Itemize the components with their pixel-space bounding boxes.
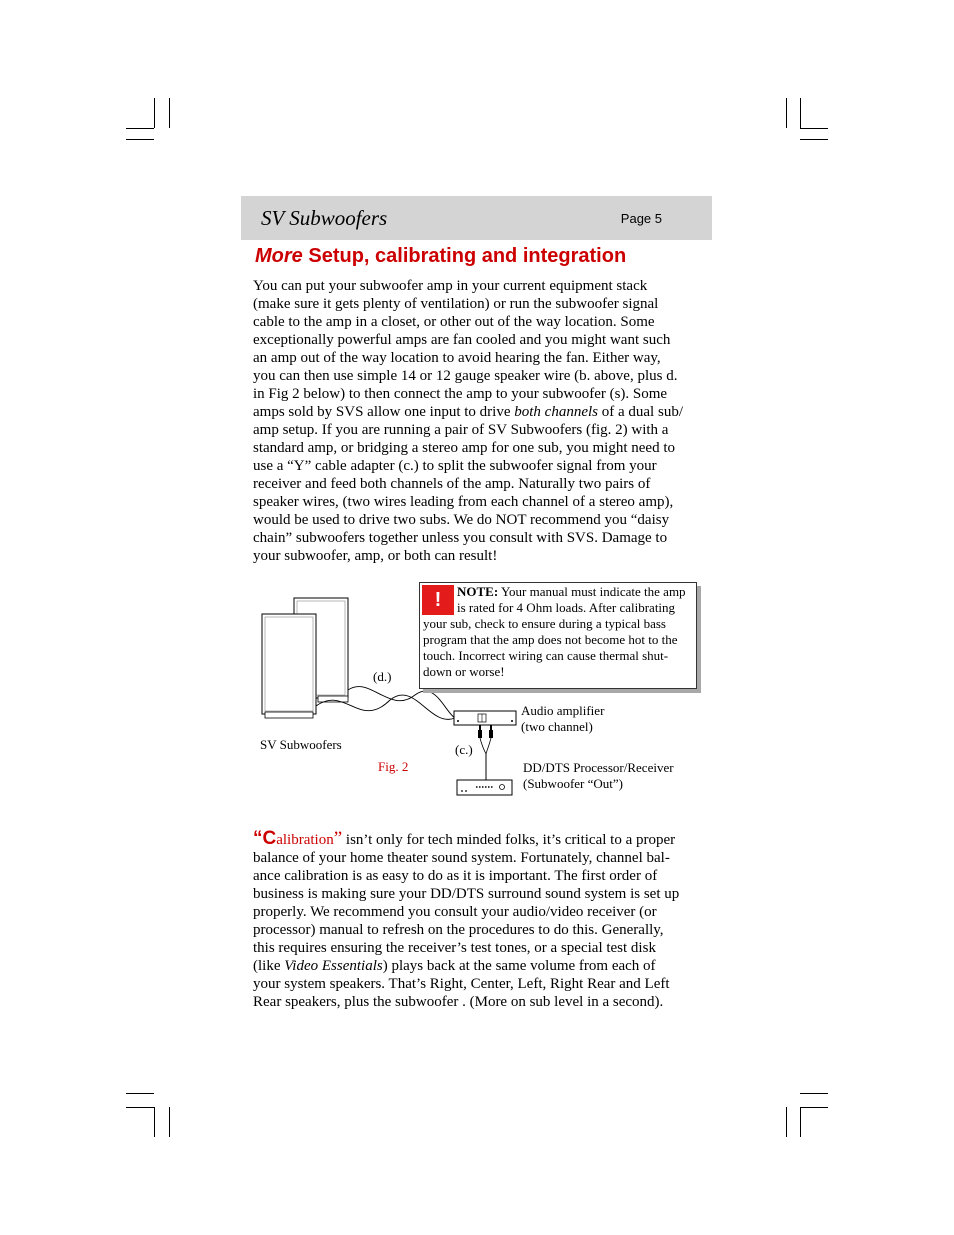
crop-mark [169,98,170,128]
section-heading [255,245,626,268]
amplifier-device [454,711,516,725]
intro-text-part2: of a dual sub/ amp setup. If you are running a pair of SV Subwoofers (fig. 2) with a standard amp, or bridging a stereo amp for one sub, you might need to use a “Y” cable adapter (c.) to split the subwoofer signal from your receiver and feed both channels of the amp. Naturally two pairs of speaker wires, (two wires leading from each channel of a stereo amp), would be used to drive two subs. We do NOT recommend you “daisy chain” subwoofers together unless you consult with SVS. Damage to your subwoofer, amp, or both can result! [253,404,683,564]
label-d: (d.) [373,669,392,684]
crop-mark [800,128,828,129]
label-c: (c.) [455,742,473,757]
crop-mark [786,1107,787,1137]
crop-mark [800,139,828,140]
crop-mark [126,139,154,140]
crop-mark [800,1107,801,1137]
crop-mark [800,1107,828,1108]
calibration-paragraph [253,830,705,1011]
header-title: SV Subwoofers [261,206,388,230]
calibration-word: alibration [276,832,334,848]
subwoofers-label: SV Subwoofers [260,737,342,752]
crop-mark [786,98,787,128]
calibration-drop-cap: C [262,828,277,849]
crop-mark [169,1107,170,1137]
note-label: NOTE: [457,584,499,599]
page-number: Page 5 [620,211,662,226]
calibration-text-part2: ) plays back at the same volume from each of your system speakers. That’s Right, Center, Left, Right Rear and Left Rear speakers, plus the subwoofer . (More on sub level in a second). [253,958,670,1010]
calibration-text-part1: isn’t only for tech minded folks, it’s critical to a proper balance of your home theater sound system. Fortunately, channel bal- ance calibration is as easy to do as it is important. The first order of business is making sure your DD/DTS surround sound system is set up properly. We recommend you consult your audio/video receiver (or processor) manual to refresh on the procedures to do this. Generally, this requires ensuring the receiver’s test tones, or a special test disk (like [253,832,680,974]
intro-paragraph [253,277,705,565]
y-cable [478,725,493,780]
processor-device [457,780,512,795]
heading-emphasis: More [255,245,303,267]
crop-mark [126,128,154,129]
note-box [419,582,697,689]
intro-emphasis: both channels [514,404,598,420]
note-paragraph [423,584,691,680]
note-text: Your manual must indicate the amp is rated for 4 Ohm loads. After calibrating your sub, check to ensure during a typical bass program that the amp does not become hot to the touch. Incorrect wiring can cause thermal shut-down or worse! [423,584,686,679]
crop-mark [800,98,801,128]
processor-label: DD/DTS Processor/Receiver (Subwoofer “Out”) [523,760,674,791]
crop-mark [154,98,155,128]
page-header [241,196,712,240]
warning-icon: ! [422,585,454,615]
speaker-wire [348,687,455,718]
intro-text-part1: You can put your subwoofer amp in your current equipment stack (make sure it gets plenty of ventilation) or run the subwoofer signal cable to the amp in a closet, or other out of the way location. Some exceptionally powerful amps are fan cooled and you might want such an amp out of the way location to avoid hearing the fan. Either way, you can then use simple 14 or 12 gauge speaker wire (b. above, plus d. in Fig 2 below) to then connect the amp to your subwoofer (s). Some amps sold by SVS allow one input to drive [253,278,678,420]
calibration-open-quote: “ [253,828,263,849]
subwoofer-front [262,614,316,718]
amplifier-label: Audio amplifier (two channel) [521,703,605,734]
crop-mark [126,1093,154,1094]
calibration-close-quote: ” [333,828,343,849]
calibration-emphasis: Video Essentials [284,958,383,974]
crop-mark [800,1093,828,1094]
heading-text: Setup, calibrating and integration [302,245,627,267]
figure-caption: Fig. 2 [378,759,409,774]
crop-mark [126,1107,154,1108]
crop-mark [154,1107,155,1137]
